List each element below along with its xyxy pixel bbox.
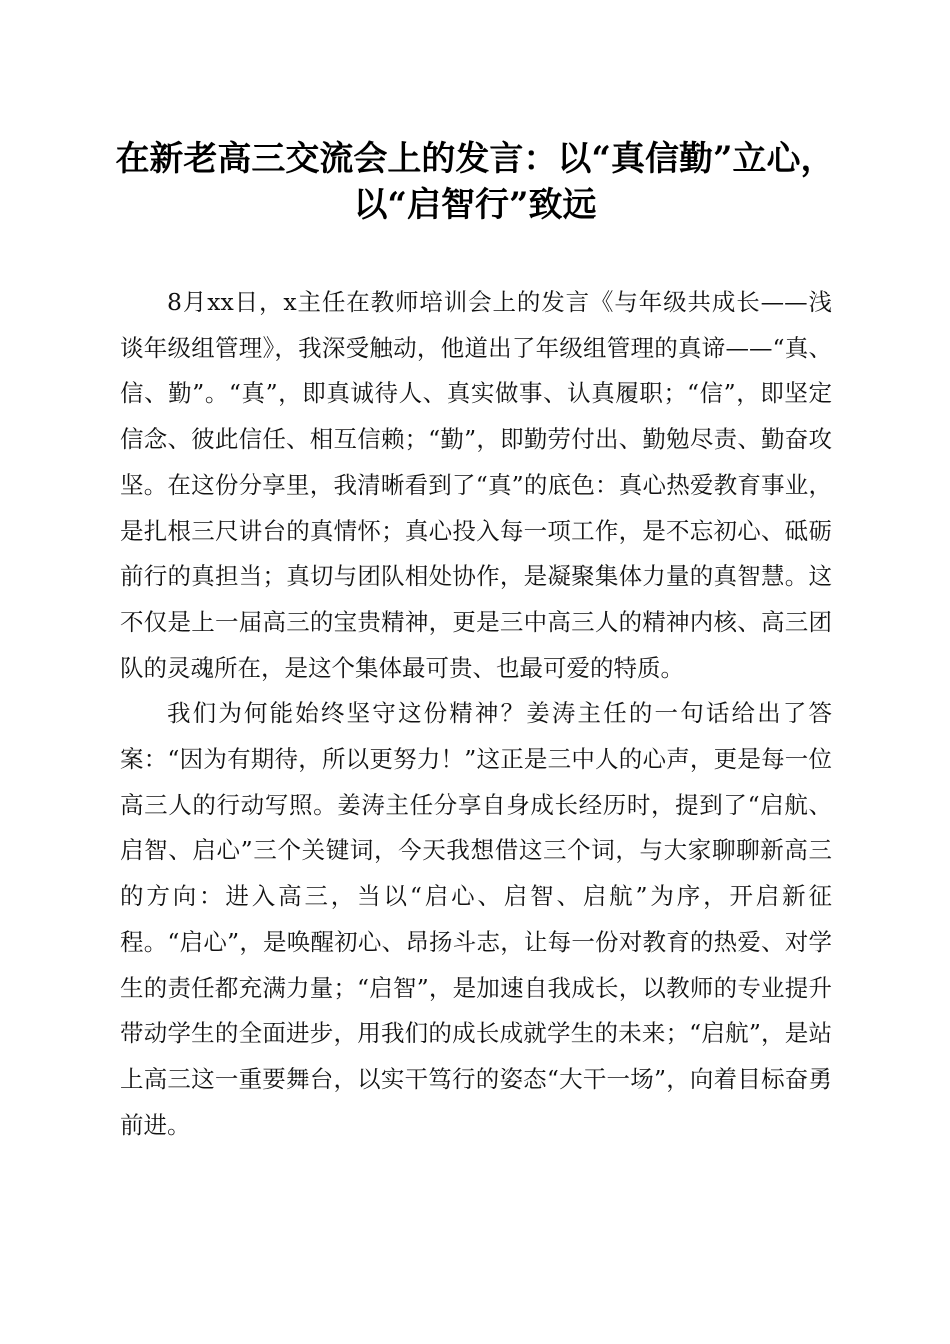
document-body <box>120 280 832 1148</box>
document-title: 在新老高三交流会上的发言：以“真信勤”立心，以“启智行”致远 <box>115 139 835 225</box>
paragraph-1: 8月xx日，x主任在教师培训会上的发言《与年级共成长——浅谈年级组管理》，我深受触动，他道出了年级组管理的真谛——“真、信、勤”。“真”，即真诚待人、真实做事、认真履职；“信”，即坚定信念、彼此信任、相互信赖；“勤”，即勤劳付出、勤勉尽责、勤奋攻坚。在这份分享里，我清晰看到了“真”的底色：真心热爱教育事业，是扎根三尺讲台的真情怀；真心投入每一项工作，是不忘初心、砥砺前行的真担当；真切与团队相处协作，是凝聚集体力量的真智慧。这不仅是上一届高三的宝贵精神，更是三中高三人的精神内核、高三团队的灵魂所在，是这个集体最可贵、也最可爱的特质。 <box>120 288 832 682</box>
paragraph-2: 我们为何能始终坚守这份精神？姜涛主任的一句话给出了答案：“因为有期待，所以更努力！”这正是三中人的心声，更是每一位高三人的行动写照。姜涛主任分享自身成长经历时，提到了“启航、启智、启心”三个关键词，今天我想借这三个词，与大家聊聊新高三的方向：进入高三，当以“启心、启智、启航”为序，开启新征程。“启心”，是唤醒初心、昂扬斗志，让每一份对教育的热爱、对学生的责任都充满力量；“启智”，是加速自我成长，以教师的专业提升带动学生的全面进步，用我们的成长成就学生的未来；“启航”，是站上高三这一重要舞台，以实干笃行的姿态“大干一场”，向着目标奋勇前进。 <box>120 699 832 1139</box>
